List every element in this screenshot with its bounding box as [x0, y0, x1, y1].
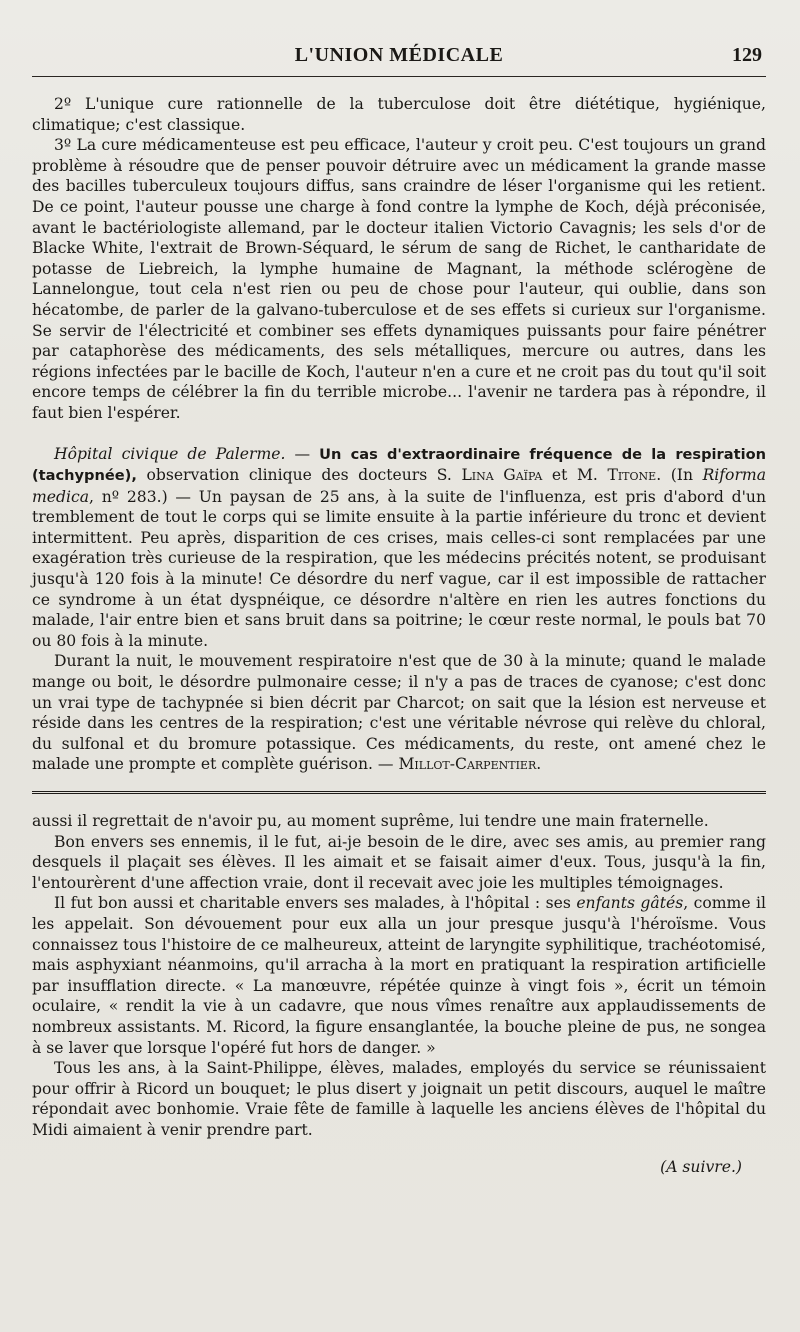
author-2: Titone — [607, 466, 657, 485]
to-be-continued: (A suivre.) — [660, 1157, 742, 1176]
page-header — [32, 0, 766, 74]
continued-paragraph: aussi il regrettait de n'avoir pu, au moment suprême, lui tendre une main fraternelle. — [32, 812, 709, 830]
hospital-report — [32, 444, 766, 652]
signature-dash: — — [372, 755, 399, 774]
paragraph-item-2: 2º L'unique cure rationnelle de la tuberculose doit être diététique, hygiénique, climatique; c'est classique. — [32, 95, 766, 134]
signature: Millot-Carpentier. — [398, 755, 542, 774]
paragraph-saint-philippe: Tous les ans, à la Saint-Philippe, élèves, malades, employés du service se réunissaient pour offrir à Ricord un bouquet; le plus disert y joignait un petit discours, auquel le maître répondait avec bonhomie. Vraie fête de famille à laquelle les anciens élèves de l'hôpital du Midi aimaient à venir prendre part. — [32, 1059, 766, 1139]
page-body — [32, 94, 766, 1177]
patients-text-b: , comme il les appelait. Son dévouement pour eux alla un jour presque jusqu'à l'héroïsme. Vous connaissez tous l'histoire de ce malheureux, atteint de laryngite syphilitique, trachéotomisé, mais asphyxiant néanmoins, qu'il arracha à la mort en pratiquant la respiration artificielle par insufflation directe. « La manœuvre, répétée quinze à vingt fois », écrit un témoin oculaire, « rendit la vie à un cadavre, que nous vîmes renaître aux applaudissements de nombreux assistants. M. Ricord, la figure ensanglantée, la bouche pleine de pus, ne songea à se laver que lorsque l'opéré fut hors de danger. » — [32, 894, 766, 1057]
case-paragraph-2 — [32, 651, 766, 775]
paren-open: . (In — [656, 466, 703, 485]
case-intro: observation clinique des docteurs S. — [136, 466, 462, 485]
patients-text-a: Il fut bon aussi et charitable envers ses malades, à l'hôpital : ses — [54, 894, 577, 913]
section-divider — [32, 791, 766, 797]
journal-name: Riforma medica — [32, 466, 766, 506]
page-number: 129 — [732, 44, 762, 66]
paragraph-patients — [32, 893, 766, 1058]
hospital-name: Hôpital civique de Palerme. — [54, 444, 286, 463]
case-text: , nº 283.) — Un paysan de 25 ans, à la suite de l'influenza, est pris d'abord d'un tremblement de tout le corps qui se limite ensuite à la partie inférieure du tronc et devient intermittent. Peu après, disparition de ces crises, mais celles-ci sont remplacées par une exagération très curieuse de la respiration, que les médecins précités notent, se produisant jusqu'à 120 fois à la minute! Ce désordre du nerf vague, car il est impossible de rattacher ce syndrome à un état dyspnéique, ce désordre n'altère en rien les autres fonctions du malade, l'air entre bien et sans bruit dans sa poitrine; le cœur reste normal, le pouls bat 70 ou 80 fois à la minute. — [32, 487, 766, 650]
paragraph-item-3: 3º La cure médicamenteuse est peu efficace, l'auteur y croit peu. C'est toujours un grand problème à résoudre que de penser pouvoir détruire avec un médicament la grande masse des bacilles tuberculeux toujours diffus, sans craindre de léser l'organisme qui les retient. De ce point, l'auteur pousse une charge à fond contre la lymphe de Koch, déjà préconisée, avant le bactériologiste allemand, par le docteur italien Victorio Cavagnis; les sels d'or de Blacke White, l'extrait de Brown-Séquard, le sérum de sang de Richet, le cantharidate de potasse de Liebreich, la lymphe humaine de Magnant, la méthode sclérogène de Lannelongue, tout cela n'est rien ou peu de chose pour l'auteur, qui oublie, dans son hécatombe, de parler de la galvano-tuberculose et de ses effets si curieux sur l'organisme. Se servir de l'électricité et combiner ses effets dynamiques puissants pour faire pénétrer par cataphorèse des médicaments, des sels métalliques, mercure ou autres, dans les régions infectées par le bacille de Koch, l'auteur n'en a cure et ne croit pas du tout qu'il soit encore temps de célébrer la fin du terrible microbe... l'avenir ne tardera pas à répondre, il faut bien l'espérer. — [32, 136, 766, 422]
author-1: Lina Gaïpa — [461, 466, 543, 485]
dash: — — [285, 444, 320, 463]
paragraph-students: Bon envers ses ennemis, il le fut, ai-je besoin de le dire, avec ses amis, au premier rang desquels il plaçait ses élèves. Il les aimait et se faisait aimer d'eux. Tous, jusqu'à la fin, l'entourèrent d'une affection vraie, dont il recevait avec joie les multiples témoignages. — [32, 832, 766, 892]
section-gap — [32, 424, 766, 444]
case-text-2: Durant la nuit, le mouvement respiratoire n'est que de 30 à la minute; quand le malade mange ou boit, le désordre pulmonaire cesse; il n'y a pas de traces de cyanose; c'est donc un vrai type de tachypnée si bien décrit par Charcot; on sait que la lésion est nerveuse et réside dans les centres de la respiration; c'est une véritable névrose qui relève du chloral, du sulfonal et du bromure potassique. Ces médicaments, du reste, ont amené chez le malade une prompte et complète guérison. — [32, 652, 766, 774]
running-title: L'UNION MÉDICALE — [294, 44, 504, 66]
patients-emphasis: enfants gâtés — [576, 894, 684, 913]
conjunction: et M. — [542, 466, 608, 485]
header-rule — [32, 76, 766, 77]
case-title: Un cas d'extraordinaire fréquence de la respiration (tachypnée), — [32, 445, 766, 485]
